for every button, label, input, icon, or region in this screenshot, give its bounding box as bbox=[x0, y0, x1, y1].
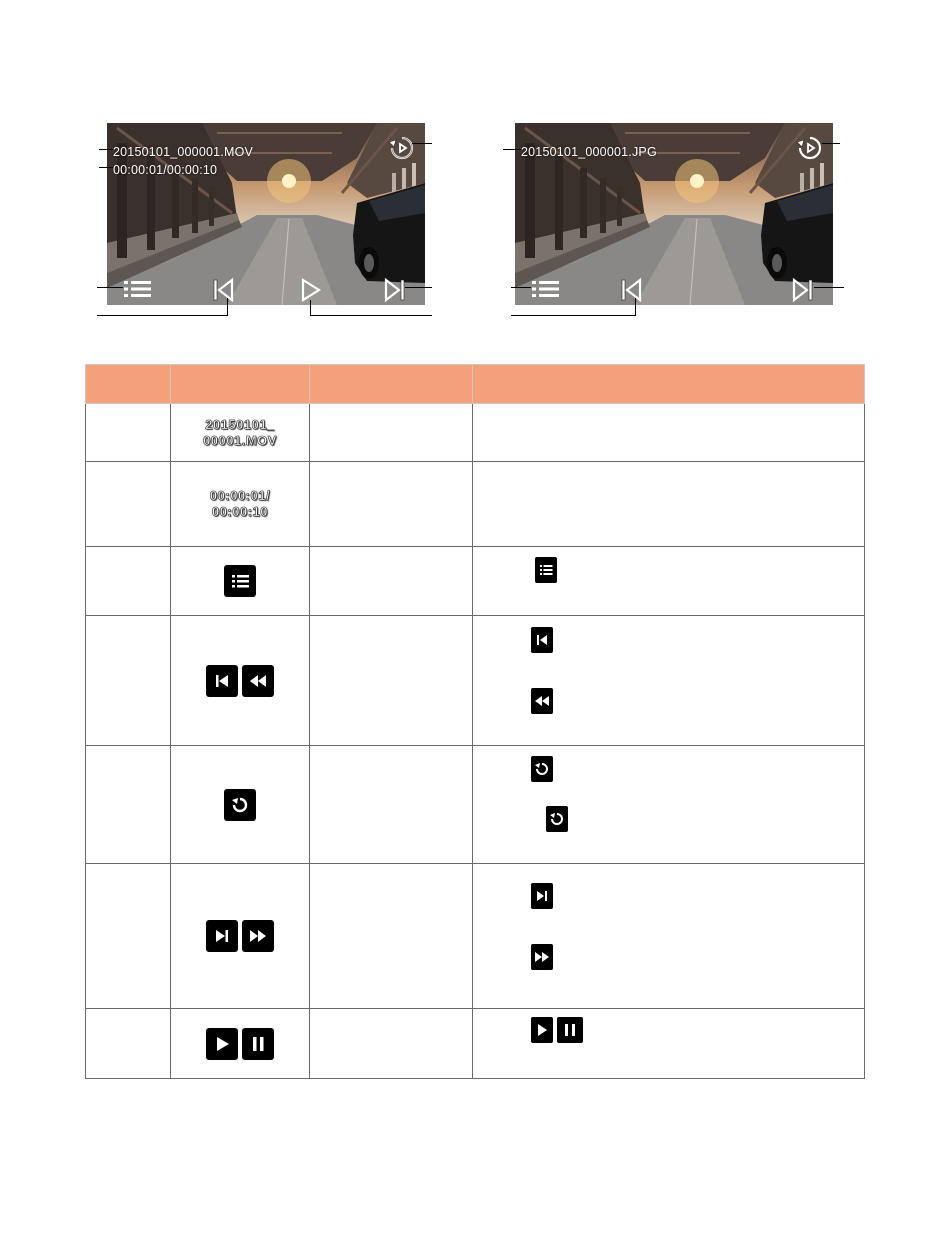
time-line-1: 00:00:01/ bbox=[209, 488, 271, 503]
skip-previous-icon bbox=[206, 665, 238, 697]
play-pause-icon-cell bbox=[171, 1009, 310, 1079]
previous-rewind-icon-cell bbox=[171, 616, 310, 746]
fast-forward-icon bbox=[242, 920, 274, 952]
rewind-icon bbox=[242, 665, 274, 697]
replay-icon bbox=[224, 789, 256, 821]
callout-line bbox=[97, 315, 227, 316]
callout-line bbox=[814, 287, 844, 288]
skip-previous-icon[interactable] bbox=[620, 278, 642, 302]
skip-previous-icon bbox=[531, 627, 553, 653]
replay-icon-cell bbox=[171, 746, 310, 864]
list-icon[interactable] bbox=[531, 279, 561, 299]
callout-line bbox=[635, 298, 636, 316]
skip-next-icon bbox=[531, 883, 553, 909]
filename-line-1: 20150101_ bbox=[205, 416, 275, 432]
callout-line bbox=[511, 315, 635, 316]
rewind-icon bbox=[531, 688, 553, 714]
table-row bbox=[86, 1009, 865, 1079]
playback-function-table bbox=[85, 364, 865, 1079]
video-playback-preview bbox=[107, 123, 425, 305]
video-time-counter: 00:00:01/00:00:10 bbox=[113, 163, 218, 177]
replay-icon bbox=[531, 756, 553, 782]
replay-icon bbox=[546, 806, 568, 832]
list-icon bbox=[224, 565, 256, 597]
next-forward-icon-cell bbox=[171, 864, 310, 1009]
callout-line bbox=[822, 143, 840, 144]
filename-icon-cell bbox=[171, 404, 310, 462]
header-cell bbox=[473, 365, 865, 404]
table-row bbox=[86, 864, 865, 1009]
table-row bbox=[86, 547, 865, 616]
callout-line bbox=[310, 300, 311, 316]
table-row bbox=[86, 746, 865, 864]
photo-playback-preview bbox=[515, 123, 833, 305]
list-icon[interactable] bbox=[123, 279, 153, 299]
video-filename: 20150101_000001.MOV bbox=[113, 145, 254, 159]
table-header-row bbox=[86, 365, 865, 404]
callout-line bbox=[310, 315, 432, 316]
time-icon-cell bbox=[171, 462, 310, 547]
skip-next-icon[interactable] bbox=[792, 278, 814, 302]
list-icon bbox=[535, 557, 557, 583]
fast-forward-icon bbox=[531, 944, 553, 970]
table-row bbox=[86, 616, 865, 746]
filename-line-2: 00001.MOV bbox=[203, 432, 277, 448]
play-icon bbox=[206, 1028, 238, 1060]
header-cell bbox=[310, 365, 473, 404]
play-icon[interactable] bbox=[300, 278, 322, 302]
skip-previous-icon[interactable] bbox=[212, 278, 234, 302]
pause-icon bbox=[242, 1028, 274, 1060]
header-cell bbox=[171, 365, 310, 404]
table-row bbox=[86, 404, 865, 462]
replay-icon[interactable] bbox=[794, 133, 826, 163]
table-row bbox=[86, 462, 865, 547]
callout-line bbox=[511, 287, 531, 288]
photo-filename: 20150101_000001.JPG bbox=[521, 145, 657, 159]
skip-next-icon[interactable] bbox=[384, 278, 406, 302]
list-icon-cell bbox=[171, 547, 310, 616]
callout-line bbox=[99, 149, 113, 150]
callout-line bbox=[99, 167, 113, 168]
pause-icon bbox=[557, 1017, 583, 1043]
skip-next-icon bbox=[206, 920, 238, 952]
header-cell bbox=[86, 365, 171, 404]
callout-line bbox=[227, 298, 228, 316]
callout-line bbox=[405, 287, 432, 288]
callout-line bbox=[97, 287, 123, 288]
time-line-2: 00:00:10 bbox=[211, 504, 269, 519]
play-icon bbox=[531, 1017, 553, 1043]
callout-line bbox=[412, 143, 432, 144]
replay-icon[interactable] bbox=[386, 133, 418, 163]
callout-line bbox=[503, 149, 521, 150]
